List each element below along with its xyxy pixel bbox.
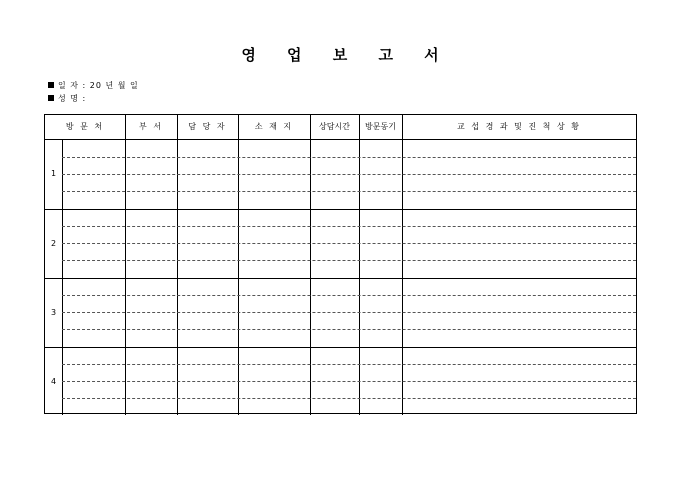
row-number: 3 xyxy=(50,308,57,317)
header-negotiation-progress: 교 섭 경 과 및 진 척 상 황 xyxy=(457,122,581,131)
dashed-line xyxy=(62,226,636,227)
table-header xyxy=(45,115,636,140)
dashed-line xyxy=(62,174,636,175)
header-department: 부 서 xyxy=(139,122,163,131)
dashed-line xyxy=(62,312,636,313)
header-location: 소 재 지 xyxy=(254,122,294,131)
bullet-square-icon xyxy=(48,82,54,88)
dashed-line xyxy=(62,191,636,192)
name-text: 성 명 : xyxy=(58,94,87,103)
dashed-line xyxy=(62,364,636,365)
header-manager: 담 당 자 xyxy=(188,122,227,131)
name-line xyxy=(48,94,86,104)
row-number: 4 xyxy=(50,377,57,386)
bullet-square-icon xyxy=(48,95,54,101)
date-line xyxy=(48,81,139,91)
dashed-line xyxy=(62,157,636,158)
dashed-line xyxy=(62,260,636,261)
header-visit-motive: 방문동기 xyxy=(365,122,396,131)
row-number: 1 xyxy=(50,169,57,178)
table-row-group xyxy=(45,279,636,348)
dashed-line xyxy=(62,329,636,330)
row-number: 2 xyxy=(50,239,57,248)
header-consult-time: 상담시간 xyxy=(319,122,350,131)
dashed-line xyxy=(62,243,636,244)
dashed-line xyxy=(62,381,636,382)
dashed-line xyxy=(62,398,636,399)
page-title: 영 업 보 고 서 xyxy=(241,46,452,64)
table-row-group xyxy=(45,140,636,209)
table-row-group xyxy=(45,210,636,279)
table-row-group xyxy=(45,348,636,417)
dashed-line xyxy=(62,295,636,296)
date-text: 일 자 : 20 년 월 일 xyxy=(58,81,139,90)
report-table xyxy=(44,114,637,414)
header-visit-place: 방 문 처 xyxy=(65,122,105,131)
